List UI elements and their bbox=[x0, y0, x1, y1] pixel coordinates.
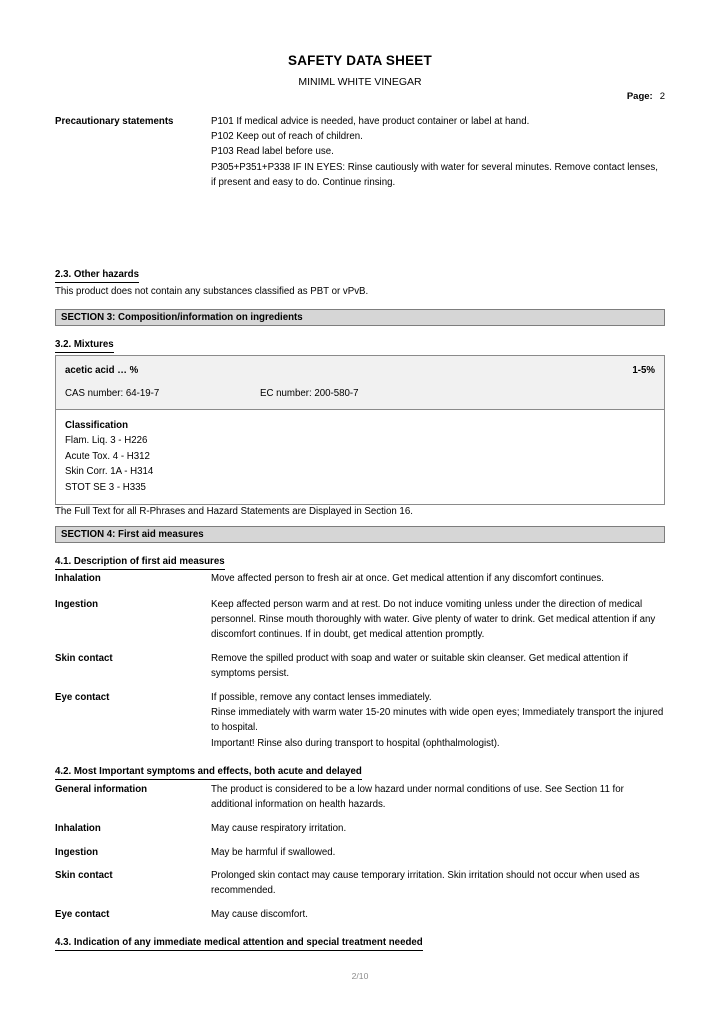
page-footer: 2/10 bbox=[351, 971, 369, 981]
ingredient-name: acetic acid … % bbox=[65, 365, 139, 376]
precautionary-statements-label: Precautionary statements bbox=[55, 116, 174, 127]
other-hazards-heading: 2.3. Other hazards bbox=[55, 268, 139, 283]
mixtures-heading-wrap bbox=[55, 334, 665, 353]
medical-attention-heading-wrap bbox=[55, 932, 665, 951]
first-aid-inhalation-value bbox=[211, 571, 665, 586]
first-aid-inhalation-label: Inhalation bbox=[55, 573, 101, 584]
first-aid-skin-contact-label: Skin contact bbox=[55, 653, 113, 664]
composition-classification-cell bbox=[56, 410, 664, 504]
composition-table bbox=[55, 355, 665, 505]
symptoms-eye-contact-row bbox=[55, 907, 665, 922]
section-4-bar: SECTION 4: First aid measures bbox=[55, 526, 665, 543]
text-line: May cause respiratory irritation. bbox=[211, 823, 347, 834]
symptoms-inhalation-row bbox=[55, 821, 665, 836]
symptoms-ingestion-row bbox=[55, 845, 665, 860]
text-line: Keep affected person warm and at rest. Do not induce vomiting unless under the direction of medical personnel. Rinse mouth thoroughly with water. Give plenty of water to drink. Get medical attention if any discomfort continues. If in doubt, get medical attention promptly. bbox=[211, 599, 656, 641]
symptoms-skin-contact-label: Skin contact bbox=[55, 870, 113, 881]
text-line: If possible, remove any contact lenses immediately. bbox=[211, 692, 432, 703]
mixtures-heading: 3.2. Mixtures bbox=[55, 338, 114, 353]
text-line: Prolonged skin contact may cause temporary irritation. Skin irritation should not occur when used as recommended. bbox=[211, 870, 640, 897]
symptoms-skin-contact-value bbox=[211, 868, 665, 898]
symptoms-eye-contact-label: Eye contact bbox=[55, 909, 110, 920]
medical-attention-heading: 4.3. Indication of any immediate medical attention and special treatment needed bbox=[55, 936, 423, 951]
other-hazards-heading-wrap bbox=[55, 264, 665, 283]
symptoms-general-information-value bbox=[211, 782, 665, 812]
precautionary-statements-row bbox=[55, 114, 665, 190]
symptoms-skin-contact-row bbox=[55, 868, 665, 898]
precautionary-line: P305+P351+P338 IF IN EYES: Rinse cautiously with water for several minutes. Remove contact lenses, if present and easy to do. Continue rinsing. bbox=[211, 161, 658, 188]
symptoms-eye-contact-value bbox=[211, 907, 665, 922]
first-aid-eye-contact-value bbox=[211, 690, 665, 751]
text-line: May cause discomfort. bbox=[211, 909, 308, 920]
other-hazards-text: This product does not contain any substances classified as PBT or vPvB. bbox=[55, 286, 369, 297]
symptoms-ingestion-value bbox=[211, 845, 665, 860]
classification-item: Skin Corr. 1A - H314 bbox=[65, 466, 154, 478]
ingredient-name-row bbox=[65, 363, 655, 378]
first-aid-ingestion-label: Ingestion bbox=[55, 599, 99, 610]
first-aid-measures-heading-wrap bbox=[55, 551, 665, 570]
symptoms-ingestion-label: Ingestion bbox=[55, 847, 99, 858]
precautionary-line: P103 Read label before use. bbox=[211, 146, 334, 158]
text-line: Rinse immediately with warm water 15-20 minutes with wide open eyes; Immediately transport the injured to hospital. bbox=[211, 707, 664, 734]
ingredient-ec-number: EC number: 200-580-7 bbox=[260, 388, 359, 399]
classification-item: Flam. Liq. 3 - H226 bbox=[65, 435, 148, 447]
page-number: 2 bbox=[659, 91, 665, 102]
composition-identity-cell bbox=[56, 356, 664, 410]
first-aid-inhalation-row bbox=[55, 571, 665, 586]
first-aid-skin-contact-row bbox=[55, 651, 665, 681]
text-line: The product is considered to be a low hazard under normal conditions of use. See Section 11 for additional information on health hazards. bbox=[211, 784, 624, 811]
first-aid-eye-contact-row bbox=[55, 690, 665, 751]
ingredient-numbers-row bbox=[65, 378, 655, 401]
symptoms-inhalation-label: Inhalation bbox=[55, 823, 101, 834]
document-title: SAFETY DATA SHEET bbox=[288, 53, 432, 68]
ingredient-cas-number: CAS number: 64-19-7 bbox=[65, 388, 160, 399]
symptoms-general-information-row bbox=[55, 782, 665, 812]
first-aid-skin-contact-value bbox=[211, 651, 665, 681]
precautionary-statements-value bbox=[211, 114, 665, 190]
classification-title: Classification bbox=[65, 420, 128, 431]
symptoms-effects-heading-wrap bbox=[55, 761, 665, 780]
symptoms-effects-heading: 4.2. Most Important symptoms and effects, both acute and delayed bbox=[55, 765, 362, 780]
first-aid-measures-heading: 4.1. Description of first aid measures bbox=[55, 555, 225, 570]
first-aid-ingestion-value bbox=[211, 597, 665, 643]
text-line: Remove the spilled product with soap and water or suitable skin cleanser. Get medical attention if symptoms persist. bbox=[211, 653, 628, 680]
first-aid-eye-contact-label: Eye contact bbox=[55, 692, 110, 703]
first-aid-ingestion-row bbox=[55, 597, 665, 643]
classification-item: STOT SE 3 - H335 bbox=[65, 481, 146, 493]
symptoms-inhalation-value bbox=[211, 821, 665, 836]
page-label: Page: bbox=[626, 91, 653, 102]
text-line: May be harmful if swallowed. bbox=[211, 847, 336, 858]
text-line: Move affected person to fresh air at once. Get medical attention if any discomfort continues. bbox=[211, 573, 604, 584]
precautionary-line: P101 If medical advice is needed, have product container or label at hand. bbox=[211, 116, 530, 127]
ingredient-percent: 1-5% bbox=[632, 365, 655, 376]
product-name: MINIML WHITE VINEGAR bbox=[298, 76, 422, 88]
text-line: Important! Rinse also during transport to hospital (ophthalmologist). bbox=[211, 737, 500, 749]
symptoms-general-information-label: General information bbox=[55, 784, 148, 795]
page-indicator bbox=[627, 91, 665, 102]
classification-item: Acute Tox. 4 - H312 bbox=[65, 450, 150, 462]
section-3-bar: SECTION 3: Composition/information on ingredients bbox=[55, 309, 665, 326]
precautionary-line: P102 Keep out of reach of children. bbox=[211, 131, 363, 143]
full-text-note: The Full Text for all R-Phrases and Hazard Statements are Displayed in Section 16. bbox=[55, 506, 413, 517]
